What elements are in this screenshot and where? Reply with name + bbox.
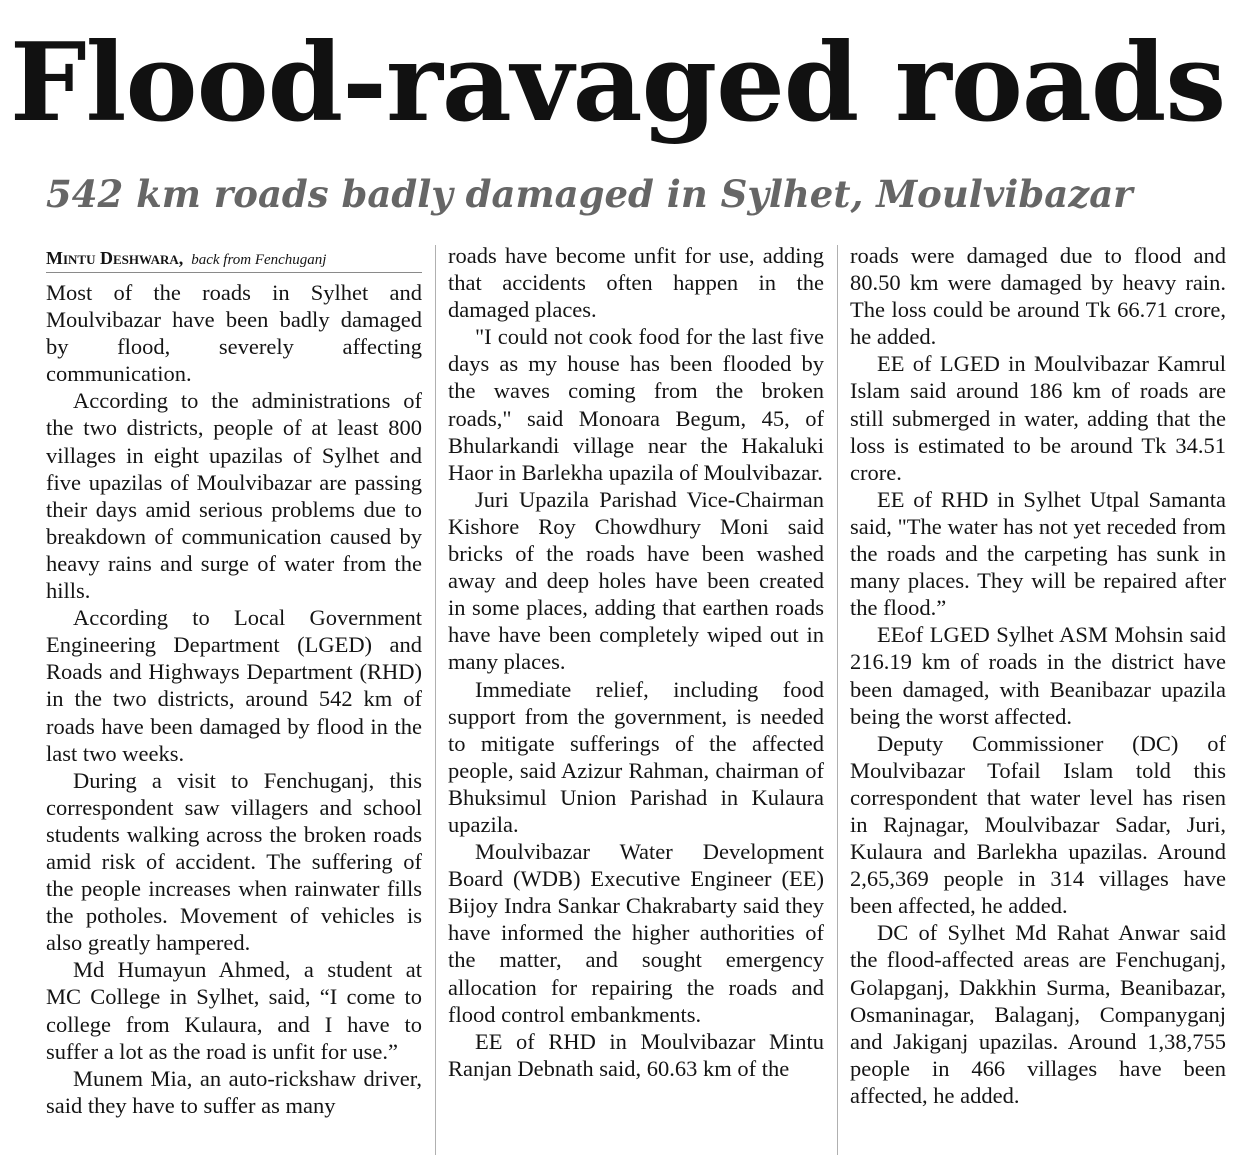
- paragraph: Moulvibazar Water Development Board (WDB) Executive Engineer (EE) Bijoy Indra Sankar Chakrabarty said they have informed the higher authorities of the matter, and sought emergency allocation for repairing the roads and flood control embankments.: [448, 839, 824, 1027]
- paragraph: Immediate relief, including food support from the government, is needed to mitigate sufferings of the affected people, said Azizur Rahman, chairman of Bhuksimul Union Parishad in Kulaura upazila.: [448, 676, 824, 837]
- paragraph: Md Humayun Ahmed, a student at MC College in Sylhet, said, “I come to college from Kulaura, and I have to suffer a lot as the road is unfit for use.”: [46, 957, 422, 1064]
- paragraph: roads have become unfit for use, adding that accidents often happen in the damaged places.: [448, 243, 824, 323]
- headline: Flood-ravaged roads: [9, 20, 1226, 146]
- paragraph: Juri Upazila Parishad Vice-Chairman Kishore Roy Chowdhury Moni said bricks of the roads have been washed away and deep holes have been created in some places, adding that earthen roads have have been completely wiped out in many places.: [448, 486, 824, 675]
- paragraph: roads were damaged due to flood and 80.50 km were damaged by heavy rain. The loss could be around Tk 66.71 crore, he added.: [850, 243, 1226, 350]
- paragraph: "I could not cook food for the last five days as my house has been flooded by the waves coming from the broken roads," said Monoara Begum, 45, of Bhularkandi village near the Hakaluki Haor in Barlekha upazila of Moulvibazar.: [448, 324, 824, 485]
- paragraph: According to the administrations of the two districts, people of at least 800 villages in eight upazilas of Sylhet and five upazilas of Moulvibazar are passing their days amid serious problems due to breakdown of communication caused by heavy rains and surge of water from the hills.: [46, 388, 422, 604]
- paragraph: Most of the roads in Sylhet and Moulvibazar have been badly damaged by flood, severely affecting communication.: [46, 280, 422, 387]
- paragraph: EE of RHD in Sylhet Utpal Samanta said, "The water has not yet receded from the roads and the carpeting has sunk in many places. They will be repaired after the flood.”: [850, 486, 1226, 621]
- paragraph: Deputy Commissioner (DC) of Moulvibazar Tofail Islam told this correspondent that water level has risen in Rajnagar, Moulvibazar Sadar, Juri, Kulaura and Barlekha upazilas. Around 2,65,369 people in 314 villages have been affected, he added.: [850, 730, 1226, 919]
- paragraph: According to Local Government Engineering Department (LGED) and Roads and Highways Department (RHD) in the two districts, around 542 km of roads have been damaged by flood in the last two weeks.: [46, 605, 422, 766]
- column-divider: [837, 245, 838, 1155]
- byline: [46, 242, 422, 273]
- column-divider: [435, 245, 436, 1155]
- paragraph: Munem Mia, an auto-rickshaw driver, said they have to suffer as many: [46, 1065, 422, 1118]
- byline-author: Mintu Deshwara,: [46, 248, 184, 268]
- paragraph: DC of Sylhet Md Rahat Anwar said the flood-affected areas are Fenchuganj, Golapganj, Dakkhin Surma, Beanibazar, Osmaninagar, Balaganj, Companyganj and Jakiganj upazilas. Around 1,38,755 people in 466 villages have been affected, he added.: [850, 920, 1226, 1108]
- byline-location: back from Fenchuganj: [191, 252, 327, 268]
- paragraph: EEof LGED Sylhet ASM Mohsin said 216.19 km of roads in the district have been damaged, with Beanibazar upazila being the worst affected.: [850, 622, 1226, 729]
- article-column-3: [850, 242, 1226, 1164]
- subheadline: 542 km roads badly damaged in Sylhet, Moulvibazar: [46, 172, 1133, 216]
- paragraph: EE of LGED in Moulvibazar Kamrul Islam said around 186 km of roads are still submerged in water, adding that the loss is estimated to be around Tk 34.51 crore.: [850, 351, 1226, 485]
- paragraph: During a visit to Fenchuganj, this correspondent saw villagers and school students walking across the broken roads amid risk of accident. The suffering of the people increases when rainwater fills the potholes. Movement of vehicles is also greatly hampered.: [46, 767, 422, 956]
- paragraph: EE of RHD in Moulvibazar Mintu Ranjan Debnath said, 60.63 km of the: [448, 1028, 824, 1081]
- article-column-2: [448, 242, 824, 1164]
- article-column-1: [46, 242, 422, 1164]
